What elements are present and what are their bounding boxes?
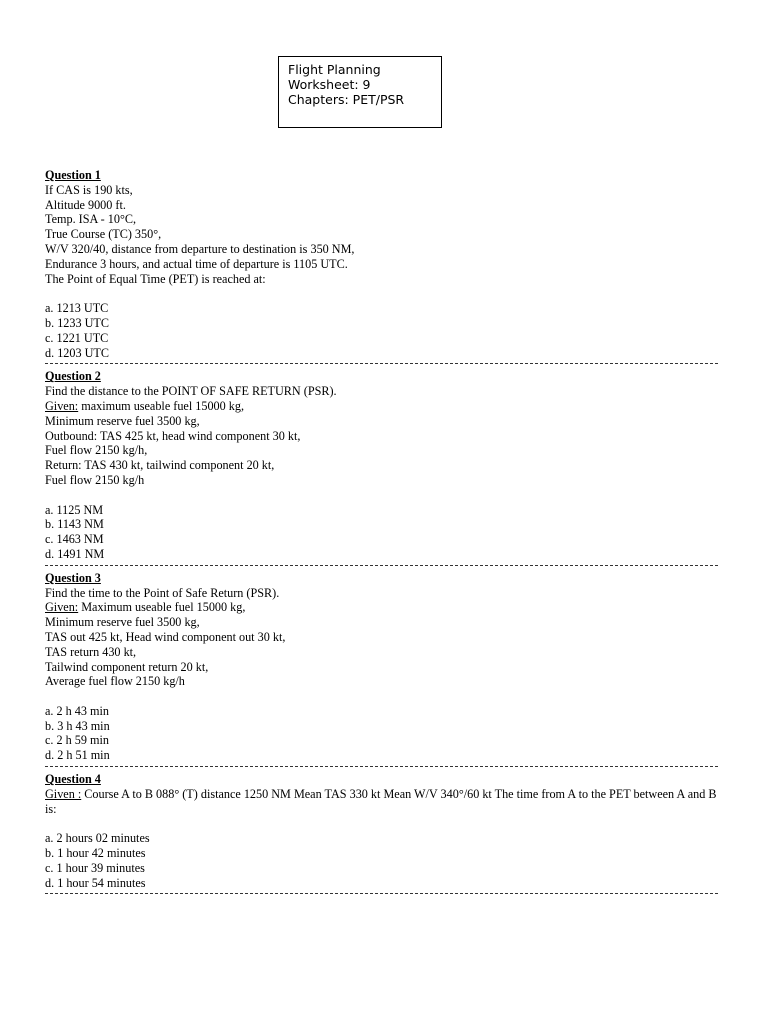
given-text: Maximum useable fuel 15000 kg,: [78, 600, 246, 615]
question-4: [45, 772, 725, 890]
given-line: [45, 399, 725, 414]
question-title: Question 4: [45, 772, 101, 787]
question-text-line: Minimum reserve fuel 3500 kg,: [45, 413, 200, 428]
answer-option: a. 2 h 43 min: [45, 703, 109, 718]
given-line: [45, 600, 725, 615]
question-text-line: Endurance 3 hours, and actual time of departure is 1105 UTC.: [45, 256, 348, 271]
answer-option: c. 1221 UTC: [45, 330, 109, 345]
answer-option: b. 1233 UTC: [45, 315, 109, 330]
question-text-line: Temp. ISA - 10°C,: [45, 212, 137, 227]
given-text: Course A to B 088° (T) distance 1250 NM Mean TAS 330 kt Mean W/V 340°/60 kt The time from A to the PET between A and B is:: [45, 786, 717, 816]
answer-option: a. 1125 NM: [45, 502, 104, 517]
question-text-line: TAS return 430 kt,: [45, 644, 137, 659]
given-label: Given:: [45, 398, 79, 413]
question-title: Question 3: [45, 570, 101, 585]
given-label: Given:: [45, 600, 79, 615]
answer-option: b. 1143 NM: [45, 517, 104, 532]
answer-option: a. 2 hours 02 minutes: [45, 831, 150, 846]
dashed-separator: [45, 363, 718, 364]
question-text-line: Outbound: TAS 425 kt, head wind component 30 kt,: [45, 428, 301, 443]
question-text-line: Average fuel flow 2150 kg/h: [45, 674, 185, 689]
question-text-line: TAS out 425 kt, Head wind component out 30 kt,: [45, 629, 286, 644]
question-3: [45, 571, 725, 763]
given-line: [45, 787, 725, 817]
answer-option: d. 2 h 51 min: [45, 748, 110, 763]
answer-option: b. 3 h 43 min: [45, 718, 110, 733]
question-text-line: Find the distance to the POINT OF SAFE RETURN (PSR).: [45, 384, 337, 399]
answer-option: c. 1463 NM: [45, 532, 104, 547]
answer-option: c. 2 h 59 min: [45, 733, 109, 748]
question-text-line: The Point of Equal Time (PET) is reached at:: [45, 271, 266, 286]
answer-option: a. 1213 UTC: [45, 301, 109, 316]
dashed-separator: [45, 565, 718, 566]
header-title: Flight Planning: [288, 62, 381, 77]
answer-option: d. 1 hour 54 minutes: [45, 875, 146, 890]
header-worksheet: Worksheet: 9: [288, 77, 371, 92]
question-text-line: Fuel flow 2150 kg/h: [45, 472, 145, 487]
worksheet-header-box: [278, 56, 442, 128]
answer-option: d. 1491 NM: [45, 546, 105, 561]
dashed-separator: [45, 766, 718, 767]
question-text-line: W/V 320/40, distance from departure to destination is 350 NM,: [45, 241, 355, 256]
question-text-line: Minimum reserve fuel 3500 kg,: [45, 615, 200, 630]
questions-list: [45, 168, 725, 899]
question-text-line: Return: TAS 430 kt, tailwind component 20 kt,: [45, 458, 275, 473]
dashed-separator: [45, 893, 718, 894]
header-chapters: Chapters: PET/PSR: [288, 92, 405, 107]
answer-option: b. 1 hour 42 minutes: [45, 846, 146, 861]
answer-option: c. 1 hour 39 minutes: [45, 860, 145, 875]
question-text-line: True Course (TC) 350°,: [45, 227, 162, 242]
question-text-line: Tailwind component return 20 kt,: [45, 659, 209, 674]
question-title: Question 2: [45, 369, 101, 384]
question-text-line: Altitude 9000 ft.: [45, 197, 126, 212]
question-title: Question 1: [45, 168, 101, 182]
answer-option: d. 1203 UTC: [45, 345, 109, 360]
question-text-line: Find the time to the Point of Safe Return (PSR).: [45, 585, 280, 600]
given-label: Given :: [45, 786, 82, 801]
question-1: [45, 168, 725, 360]
question-text-line: Fuel flow 2150 kg/h,: [45, 443, 148, 458]
given-text: maximum useable fuel 15000 kg,: [78, 398, 245, 413]
question-2: [45, 369, 725, 561]
question-text-line: If CAS is 190 kts,: [45, 182, 133, 197]
